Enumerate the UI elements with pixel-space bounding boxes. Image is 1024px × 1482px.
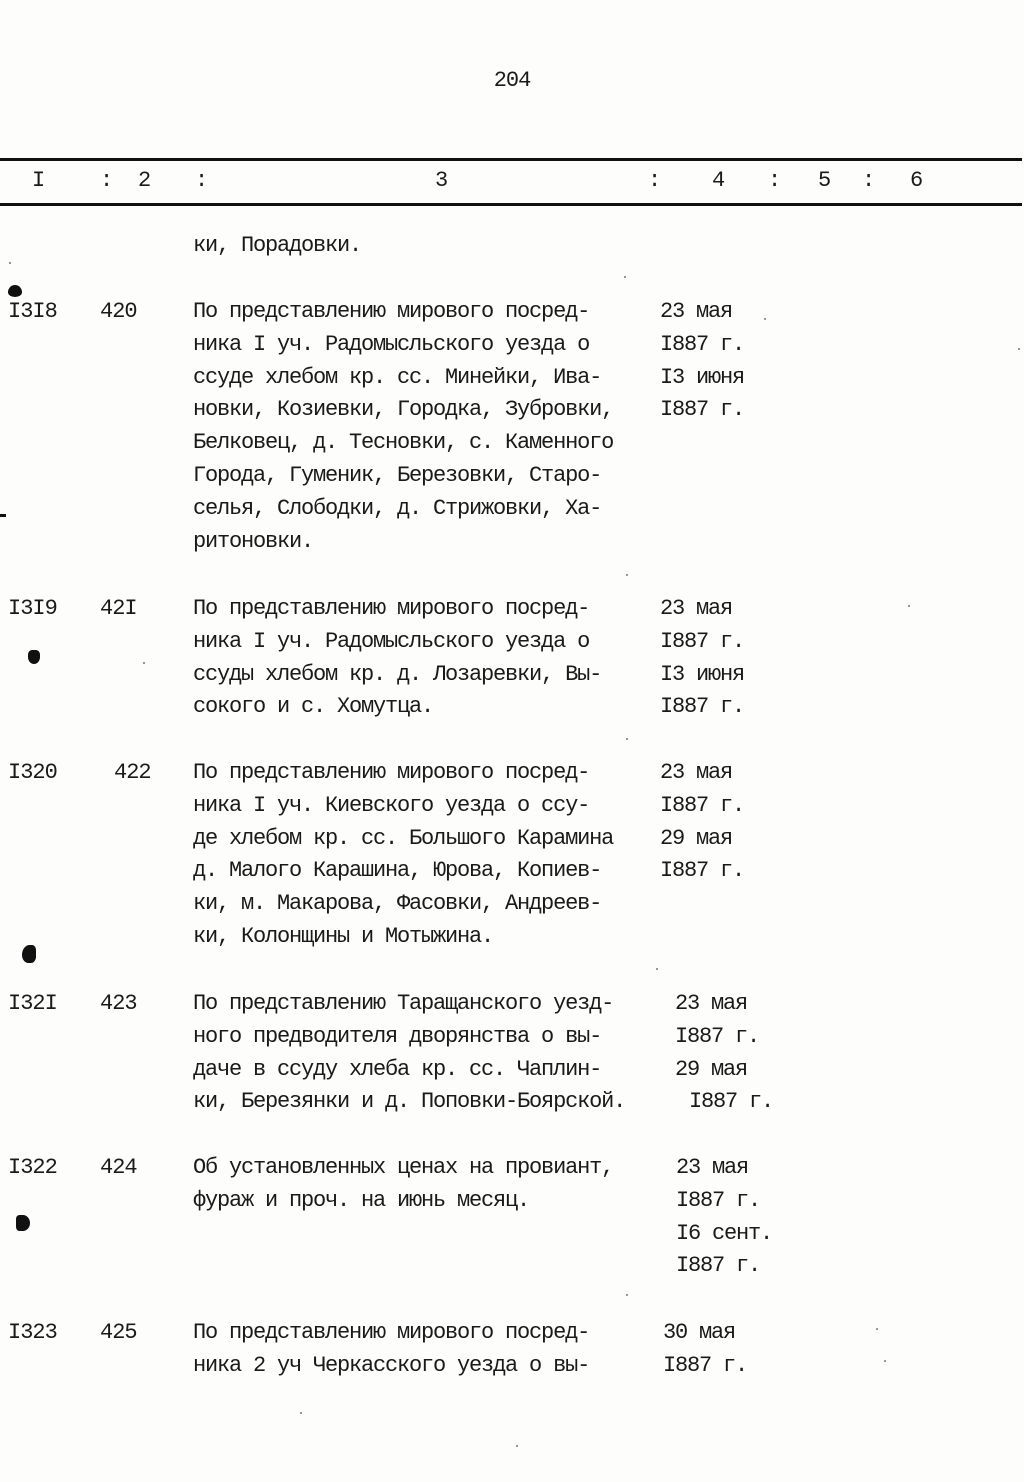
scan-speck	[876, 1328, 878, 1330]
continuation-text	[193, 233, 663, 266]
text-line: По представлению мирового посред-	[193, 760, 590, 785]
file-number: 423	[100, 991, 137, 1016]
scan-speck	[624, 276, 626, 278]
date-line: I887 г.	[676, 1253, 761, 1279]
scan-speck	[300, 1412, 302, 1414]
date-line: 30 мая	[663, 1320, 736, 1345]
file-number: 422	[114, 760, 151, 785]
item-dates	[660, 299, 790, 430]
page-number: 204	[493, 68, 531, 93]
text-line: Города, Гуменик, Березовки, Старо-	[193, 462, 602, 488]
text-line: ки, м. Макарова, Фасовки, Андреев-	[193, 891, 602, 917]
text-line: даче в ссуду хлеба кр. сс. Чаплин-	[193, 1056, 602, 1082]
item-description	[193, 299, 663, 561]
column-header-1: I	[32, 168, 46, 193]
column-header-5: 5	[818, 168, 832, 193]
file-number: 425	[100, 1320, 137, 1345]
scan-speck	[626, 738, 628, 740]
date-line: I887 г.	[660, 397, 745, 423]
date-line: 29 мая	[675, 1056, 748, 1082]
text-line: По представлению мирового посред-	[193, 1320, 590, 1345]
file-number: 42I	[100, 596, 137, 621]
scan-speck	[884, 1360, 886, 1362]
column-header-6: 6	[910, 168, 924, 193]
header-bottom-rule	[0, 203, 1022, 206]
item-description	[193, 1155, 663, 1221]
text-line: По представлению мирового посред-	[193, 299, 590, 324]
text-line: ки, Порадовки.	[193, 233, 362, 258]
text-line: ки, Колонщины и Мотыжина.	[193, 923, 494, 949]
text-line: ника 2 уч Черкасского уезда о вы-	[193, 1352, 590, 1378]
date-line: I6 сент.	[676, 1220, 773, 1246]
date-line: I887 г.	[660, 331, 745, 357]
item-description	[193, 991, 663, 1122]
scan-speck	[9, 262, 11, 264]
column-header-3: 3	[435, 168, 449, 193]
item-dates	[660, 596, 790, 727]
column-separator: :	[100, 168, 114, 193]
text-line: Об установленных ценах на провиант,	[193, 1155, 614, 1180]
date-line: I887 г.	[660, 694, 745, 720]
text-line: ссуды хлебом кр. д. Лозаревки, Вы-	[193, 661, 602, 687]
item-dates	[675, 991, 805, 1122]
date-line: I887 г.	[663, 1352, 748, 1378]
margin-dash-mark	[0, 514, 6, 517]
text-line: По представлению мирового посред-	[193, 596, 590, 621]
date-line: I887 г.	[660, 792, 745, 818]
ink-blot-mark	[22, 945, 36, 963]
text-line: ника I уч. Киевского уезда о ссу-	[193, 792, 590, 818]
text-line: д. Малого Карашина, Юрова, Копиев-	[193, 858, 602, 884]
scan-speck	[908, 605, 910, 607]
date-line: I887 г.	[675, 1023, 760, 1049]
date-line: I887 г.	[660, 628, 745, 654]
scan-speck	[764, 318, 766, 320]
text-line: ника I уч. Радомысльского уезда о	[193, 628, 590, 654]
date-line: 23 мая	[660, 596, 733, 621]
ink-blot-mark	[28, 650, 40, 664]
item-number: I3I8	[8, 299, 57, 324]
date-line: 23 мая	[660, 299, 733, 324]
date-line: 23 мая	[675, 991, 748, 1016]
text-line: сокого и с. Хомутца.	[193, 694, 434, 720]
scan-speck	[1018, 348, 1020, 350]
item-description	[193, 1320, 663, 1386]
column-header-4: 4	[712, 168, 726, 193]
text-line: фураж и проч. на июнь месяц.	[193, 1187, 530, 1213]
text-line: новки, Козиевки, Городка, Зубровки,	[193, 397, 614, 423]
file-number: 424	[100, 1155, 137, 1180]
date-line: 29 мая	[660, 825, 733, 851]
item-dates	[676, 1155, 806, 1286]
scan-speck	[626, 1294, 628, 1296]
column-header-2: 2	[138, 168, 152, 193]
scan-speck	[656, 968, 658, 970]
item-dates	[663, 1320, 793, 1386]
text-line: По представлению Таращанского уезд-	[193, 991, 614, 1016]
text-line: ссуде хлебом кр. сс. Минейки, Ива-	[193, 364, 602, 390]
text-line: ника I уч. Радомысльского уезда о	[193, 331, 590, 357]
ink-blot-mark	[16, 1215, 30, 1231]
column-separator: :	[648, 168, 662, 193]
scan-speck	[516, 1445, 518, 1447]
header-top-rule	[0, 158, 1022, 161]
date-line: I887 г.	[676, 1187, 761, 1213]
scan-speck	[143, 662, 145, 664]
text-line: ки, Березянки и д. Поповки-Боярской.	[193, 1089, 626, 1115]
item-number: I3I9	[8, 596, 57, 621]
item-description	[193, 596, 663, 727]
text-line: ритоновки.	[193, 528, 314, 554]
item-number: I322	[8, 1155, 57, 1180]
date-line: I887 г.	[660, 858, 745, 884]
column-separator: :	[768, 168, 782, 193]
date-line: I3 июня	[660, 364, 745, 390]
text-line: селья, Слободки, д. Стрижовки, Ха-	[193, 495, 602, 521]
date-line: I3 июня	[660, 661, 745, 687]
file-number: 420	[100, 299, 137, 324]
item-number: I323	[8, 1320, 57, 1345]
item-number: I32I	[8, 991, 57, 1016]
item-description	[193, 760, 663, 957]
text-line: де хлебом кр. сс. Большого Карамина	[193, 825, 614, 851]
text-line: ного предводителя дворянства о вы-	[193, 1023, 602, 1049]
date-line: 23 мая	[676, 1155, 749, 1180]
date-line: 23 мая	[660, 760, 733, 785]
column-separator: :	[862, 168, 876, 193]
ink-blot-mark	[8, 285, 22, 297]
text-line: Белковец, д. Тесновки, с. Каменного	[193, 430, 614, 456]
date-line: I887 г.	[689, 1089, 774, 1115]
column-separator: :	[195, 168, 209, 193]
item-number: I320	[8, 760, 57, 785]
scan-speck	[626, 574, 628, 576]
item-dates	[660, 760, 790, 891]
